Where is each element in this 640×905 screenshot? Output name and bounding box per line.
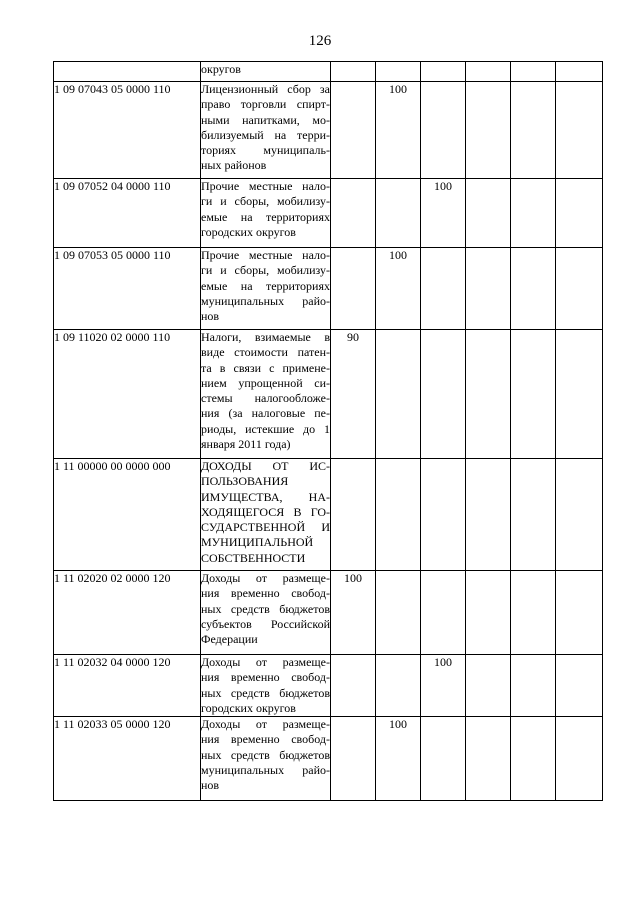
row-name <box>201 655 331 717</box>
row-value-col-2 <box>376 571 421 655</box>
row-code: 1 11 00000 00 0000 000 <box>54 459 201 571</box>
row-value-col-2 <box>376 330 421 459</box>
row-value-col-2 <box>376 459 421 571</box>
row-value-col-4 <box>466 571 511 655</box>
row-value-col-5 <box>511 717 556 801</box>
row-value-col-1 <box>331 248 376 330</box>
row-name-line: билизуемый на терри- <box>201 127 330 142</box>
row-name-line: нием упрощенной си- <box>201 375 330 390</box>
row-value-col-3: 100 <box>421 179 466 248</box>
table-row <box>54 655 603 717</box>
row-code: 1 09 07053 05 0000 110 <box>54 248 201 330</box>
row-name <box>201 717 331 801</box>
row-name-line: виде стоимости патен- <box>201 345 330 360</box>
row-value-col-2: 100 <box>376 82 421 179</box>
row-value-col-1 <box>331 459 376 571</box>
row-value-col-4 <box>466 82 511 179</box>
row-value-col-1 <box>331 717 376 801</box>
row-name-line: субъектов Российской <box>201 616 330 631</box>
row-value-col-6 <box>556 82 603 179</box>
row-name-line: СОБСТВЕННОСТИ <box>201 550 306 565</box>
row-value-col-4 <box>466 459 511 571</box>
row-name-line: муниципальных райо- <box>201 293 330 308</box>
row-value-col-6 <box>556 179 603 248</box>
table-row <box>54 459 603 571</box>
row-name-line: ги и сборы, мобилизу- <box>201 194 330 209</box>
row-name-line: ПОЛЬЗОВАНИЯ <box>201 474 289 489</box>
row-name-line: Лицензионный сбор за <box>201 82 330 96</box>
row-value-col-3 <box>421 717 466 801</box>
table-row <box>54 82 603 179</box>
row-name-line: округов <box>201 62 241 76</box>
row-name-line: муниципальных райо- <box>201 763 330 778</box>
row-value-col-2 <box>376 62 421 82</box>
row-name-line: ния временно свобод- <box>201 586 330 601</box>
row-name-line: СУДАРСТВЕННОЙ И <box>201 520 330 535</box>
row-value-col-3: 100 <box>421 655 466 717</box>
row-code: 1 11 02032 04 0000 120 <box>54 655 201 717</box>
row-name <box>201 330 331 459</box>
row-name-line: нов <box>201 309 220 324</box>
row-value-col-4 <box>466 179 511 248</box>
row-value-col-5 <box>511 62 556 82</box>
row-name <box>201 571 331 655</box>
row-value-col-2 <box>376 179 421 248</box>
row-value-col-6 <box>556 459 603 571</box>
row-name-line: Доходы от размеще- <box>201 655 330 669</box>
row-value-col-6 <box>556 571 603 655</box>
row-value-col-5 <box>511 655 556 717</box>
row-value-col-4 <box>466 330 511 459</box>
row-value-col-6 <box>556 655 603 717</box>
row-name-line: ных районов <box>201 158 267 173</box>
row-name-line: городских округов <box>201 700 296 715</box>
row-name-line: января 2011 года) <box>201 437 291 452</box>
row-name-line: ИМУЩЕСТВА, НА- <box>201 489 330 504</box>
row-name-line: риоды, истекшие до 1 <box>201 421 330 436</box>
row-name-line: ги и сборы, мобилизу- <box>201 263 330 278</box>
row-value-col-5 <box>511 330 556 459</box>
table-row <box>54 330 603 459</box>
row-value-col-3 <box>421 330 466 459</box>
row-value-col-2 <box>376 655 421 717</box>
row-name-line: ными напитками, мо- <box>201 112 330 127</box>
row-name-line: право торговли спирт- <box>201 97 330 112</box>
row-value-col-1: 90 <box>331 330 376 459</box>
row-code <box>54 62 201 82</box>
row-value-col-4 <box>466 62 511 82</box>
row-name-line: емые на территориях <box>201 278 330 293</box>
row-value-col-4 <box>466 717 511 801</box>
row-code: 1 09 07043 05 0000 110 <box>54 82 201 179</box>
row-value-col-6 <box>556 248 603 330</box>
row-name <box>201 62 331 82</box>
row-code: 1 09 07052 04 0000 110 <box>54 179 201 248</box>
row-value-col-5 <box>511 459 556 571</box>
row-name <box>201 248 331 330</box>
row-value-col-6 <box>556 717 603 801</box>
row-name-line: ных средств бюджетов <box>201 685 330 700</box>
row-value-col-1 <box>331 179 376 248</box>
row-value-col-4 <box>466 655 511 717</box>
table-row <box>54 571 603 655</box>
row-name-line: ния (за налоговые пе- <box>201 406 330 421</box>
row-name-line: МУНИЦИПАЛЬНОЙ <box>201 535 314 550</box>
row-value-col-3 <box>421 62 466 82</box>
row-name <box>201 82 331 179</box>
row-name-line: ториях муниципаль- <box>201 143 330 158</box>
row-value-col-1 <box>331 82 376 179</box>
row-value-col-1 <box>331 655 376 717</box>
row-value-col-6 <box>556 62 603 82</box>
row-code: 1 11 02020 02 0000 120 <box>54 571 201 655</box>
table-row <box>54 62 603 82</box>
row-value-col-1 <box>331 62 376 82</box>
row-value-col-3 <box>421 248 466 330</box>
row-name-line: городских округов <box>201 224 296 239</box>
row-name-line: Доходы от размеще- <box>201 571 330 585</box>
row-name-line: Прочие местные нало- <box>201 248 330 262</box>
table-row <box>54 717 603 801</box>
row-name-line: ных средств бюджетов <box>201 747 330 762</box>
row-value-col-5 <box>511 248 556 330</box>
row-name-line: Прочие местные нало- <box>201 179 330 193</box>
row-code: 1 09 11020 02 0000 110 <box>54 330 201 459</box>
row-value-col-3 <box>421 571 466 655</box>
row-name-line: та в связи с примене- <box>201 360 330 375</box>
row-value-col-1: 100 <box>331 571 376 655</box>
row-value-col-6 <box>556 330 603 459</box>
row-name-line: ния временно свобод- <box>201 670 330 685</box>
row-name-line: ДОХОДЫ ОТ ИС- <box>201 459 330 473</box>
row-name-line: Налоги, взимаемые в <box>201 330 330 344</box>
revenue-table <box>53 61 603 801</box>
row-value-col-3 <box>421 82 466 179</box>
row-value-col-5 <box>511 179 556 248</box>
row-code: 1 11 02033 05 0000 120 <box>54 717 201 801</box>
row-name-line: нов <box>201 778 220 793</box>
row-value-col-2: 100 <box>376 717 421 801</box>
row-value-col-3 <box>421 459 466 571</box>
row-value-col-4 <box>466 248 511 330</box>
table-row <box>54 248 603 330</box>
row-value-col-2: 100 <box>376 248 421 330</box>
row-name-line: ХОДЯЩЕГОСЯ В ГО- <box>201 504 330 519</box>
page-number: 126 <box>308 33 332 49</box>
row-value-col-5 <box>511 571 556 655</box>
row-name <box>201 179 331 248</box>
row-name-line: стемы налогообложе- <box>201 391 330 406</box>
row-name-line: емые на территориях <box>201 209 330 224</box>
row-value-col-5 <box>511 82 556 179</box>
row-name-line: ния временно свобод- <box>201 732 330 747</box>
row-name-line: Федерации <box>201 632 258 647</box>
row-name-line: ных средств бюджетов <box>201 601 330 616</box>
row-name-line: Доходы от размеще- <box>201 717 330 732</box>
row-name <box>201 459 331 571</box>
table-row <box>54 179 603 248</box>
